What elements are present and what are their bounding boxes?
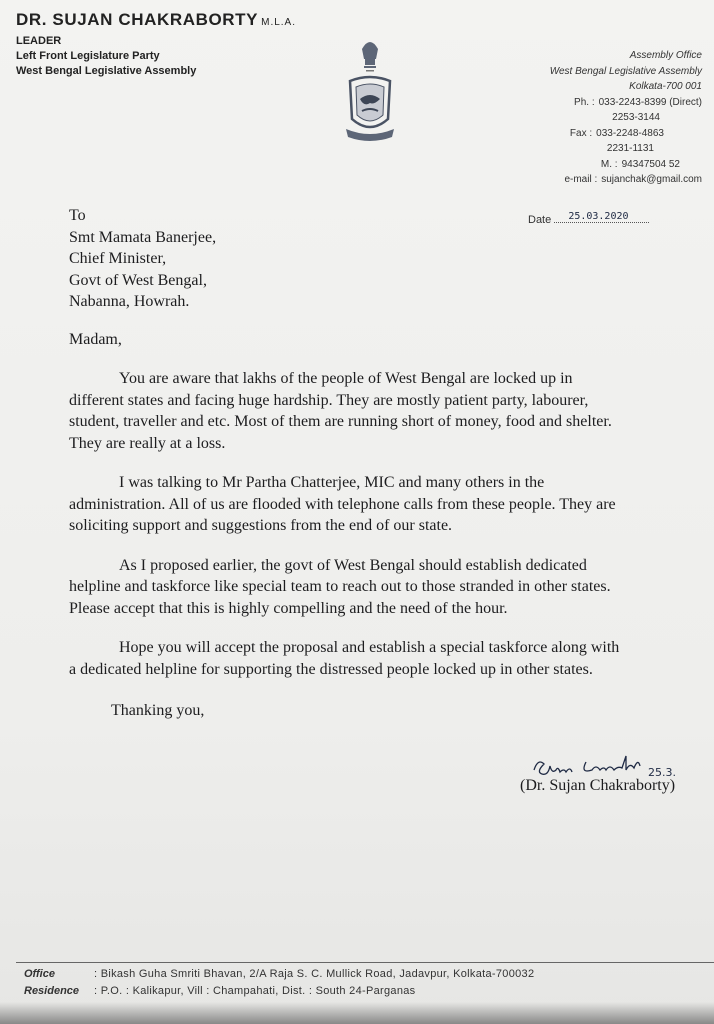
phone-alt: 2253-3144 [612, 112, 660, 123]
date-value: 25.03.2020 [554, 211, 648, 223]
recipient-name: Smt Mamata Banerjee, [69, 228, 217, 246]
mobile-number: 94347504 52 [621, 158, 680, 170]
mobile-label: M. : [600, 158, 618, 170]
state-emblem-icon [340, 35, 400, 150]
paragraph-1: You are aware that lakhs of the people of West Bengal are locked up in different states and facing huge hardship. They are mostly patient party, labourer, student, traveller and etc. Most of them are running short of money, food and shelter. They are really at a loss. [69, 370, 612, 452]
footer-divider [16, 962, 714, 963]
sender-name: DR. SUJAN CHAKRABORTY M.L.A. [16, 10, 297, 29]
phone-label: Ph. : [574, 96, 595, 108]
sender-party: Left Front Legislature Party [16, 50, 160, 62]
title-suffix: M.L.A. [261, 17, 297, 28]
paragraph-2: I was talking to Mr Partha Chatterjee, MIC and many others in the administration. All of us are flooded with telephone calls from these people. They are soliciting support and suggestions from the end of our state. [69, 474, 616, 534]
paragraph-3: As I proposed earlier, the govt of West Bengal should establish dedicated helpline and taskforce like special team to reach out to those stranded in other states. Please accept that this is highly compelling and the need of the hour. [69, 556, 611, 617]
letter-footer [24, 966, 534, 1000]
phone-row [550, 95, 702, 111]
recipient-block [69, 205, 714, 313]
printed-signatory: (Dr. Sujan Chakraborty) [520, 777, 676, 794]
page-shadow [0, 1002, 714, 1024]
office-line-2: Kolkata-700 001 [629, 81, 702, 92]
letterhead-right [550, 48, 702, 188]
office-line-1: West Bengal Legislative Assembly [549, 65, 702, 77]
fax-alt: 2231-1131 [606, 143, 654, 154]
footer-residence-label: Residence [24, 985, 80, 997]
recipient-org: Govt of West Bengal, [69, 271, 207, 289]
sender-assembly: West Bengal Legislative Assembly [16, 65, 197, 77]
svg-text:25.3.: 25.3. [648, 766, 676, 779]
office-label: Assembly Office [629, 50, 702, 61]
footer-office-text: : Bikash Guha Smriti Bhavan, 2/A Raja S. C. Mullick Road, Jadavpur, Kolkata-700032 [94, 968, 535, 980]
phone-direct: 033-2243-8399 (Direct) [598, 96, 702, 108]
recipient-title: Chief Minister, [69, 250, 167, 267]
recipient-place: Nabanna, Howrah. [69, 293, 190, 310]
date-label: Date [528, 214, 552, 226]
footer-residence-text: : P.O. : Kalikapur, Vill : Champahati, Dist. : South 24-Parganas [94, 985, 416, 997]
letter-body [69, 205, 714, 738]
closing: Thanking you, [111, 702, 205, 719]
paragraph-4: Hope you will accept the proposal and establish a special taskforce along with a dedicated helpline for supporting the distressed people locked up in other states. [69, 639, 620, 678]
footer-office-row [24, 966, 534, 983]
sender-role: LEADER [16, 35, 62, 47]
recipient-to: To [69, 207, 86, 224]
footer-office-label: Office [24, 968, 55, 980]
email-address: sujanchak@gmail.com [601, 174, 702, 185]
fax-row [550, 126, 664, 142]
fax-number: 033-2248-4863 [596, 127, 664, 139]
letterhead-left [16, 10, 296, 79]
email-label: e-mail : [564, 174, 598, 185]
email-row [550, 172, 702, 188]
footer-residence-row [24, 983, 534, 1000]
fax-label: Fax : [569, 127, 593, 139]
salutation: Madam, [69, 330, 122, 348]
mobile-row [550, 157, 680, 173]
